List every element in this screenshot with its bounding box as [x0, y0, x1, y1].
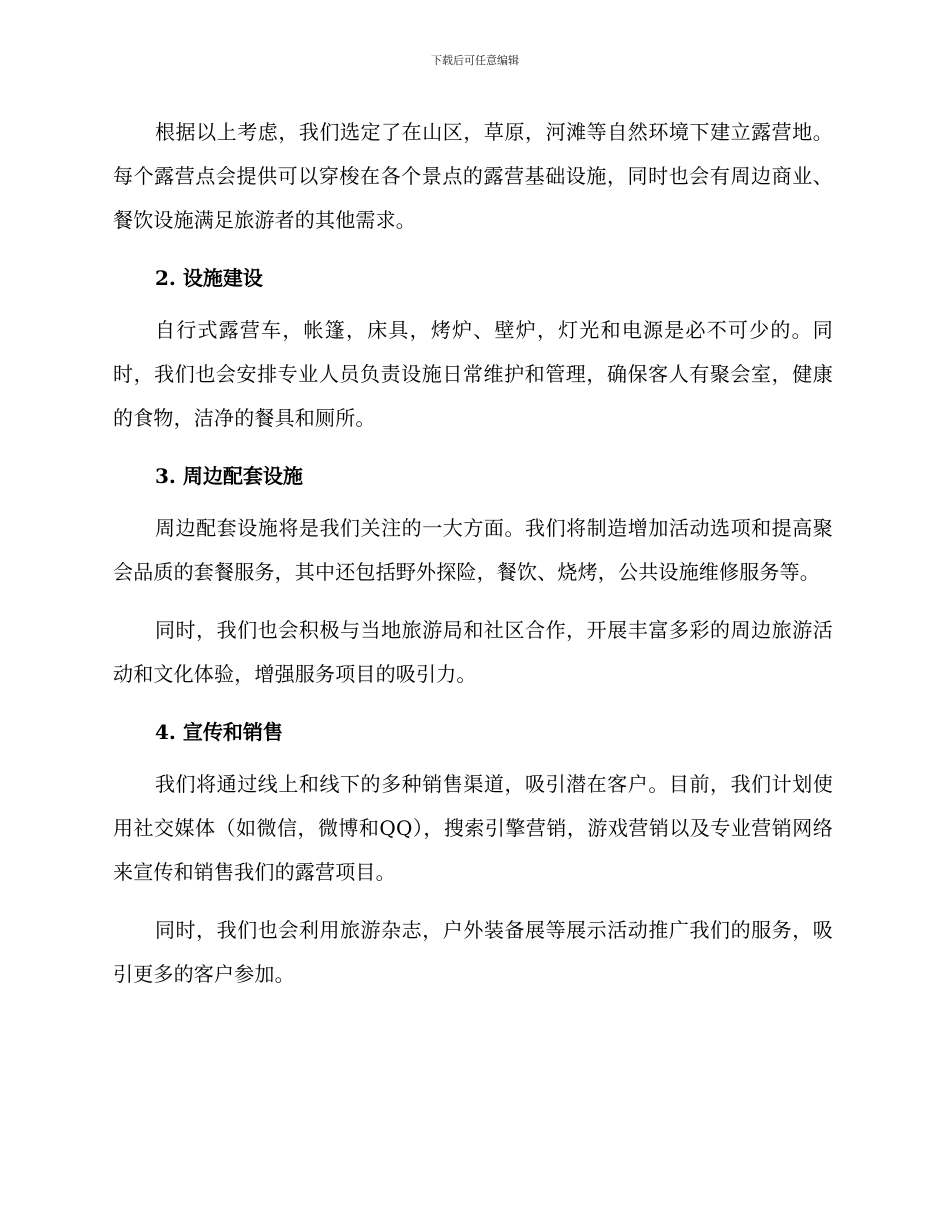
section-heading-supporting-facilities: 3. 周边配套设施 [155, 464, 303, 488]
section-heading-marketing: 4. 宣传和销售 [155, 720, 283, 744]
document-body [113, 110, 833, 1010]
supporting-facilities-paragraph-1: 周边配套设施将是我们关注的一大方面。我们将制造增加活动选项和提高聚会品质的套餐服务，其中还包括野外探险，餐饮、烧烤，公共设施维修服务等。 [113, 516, 833, 584]
intro-paragraph: 根据以上考虑，我们选定了在山区，草原，河滩等自然环境下建立露营地。每个露营点会提供可以穿梭在各个景点的露营基础设施，同时也会有周边商业、餐饮设施满足旅游者的其他需求。 [113, 120, 833, 232]
header-note: 下载后可任意编辑 [431, 54, 519, 67]
facilities-paragraph: 自行式露营车，帐篷，床具，烤炉、壁炉，灯光和电源是必不可少的。同时，我们也会安排专业人员负责设施日常维护和管理，确保客人有聚会室，健康的食物，洁净的餐具和厕所。 [113, 318, 833, 430]
supporting-facilities-paragraph-2: 同时，我们也会积极与当地旅游局和社区合作，开展丰富多彩的周边旅游活动和文化体验，增强服务项目的吸引力。 [113, 618, 833, 686]
section-heading-facilities: 2. 设施建设 [155, 266, 263, 290]
marketing-paragraph-2: 同时，我们也会利用旅游杂志，户外装备展等展示活动推广我们的服务，吸引更多的客户参加。 [113, 918, 833, 986]
marketing-paragraph-1: 我们将通过线上和线下的多种销售渠道，吸引潜在客户。目前，我们计划使用社交媒体（如微信，微博和QQ），搜索引擎营销，游戏营销以及专业营销网络来宣传和销售我们的露营项目。 [113, 772, 833, 884]
